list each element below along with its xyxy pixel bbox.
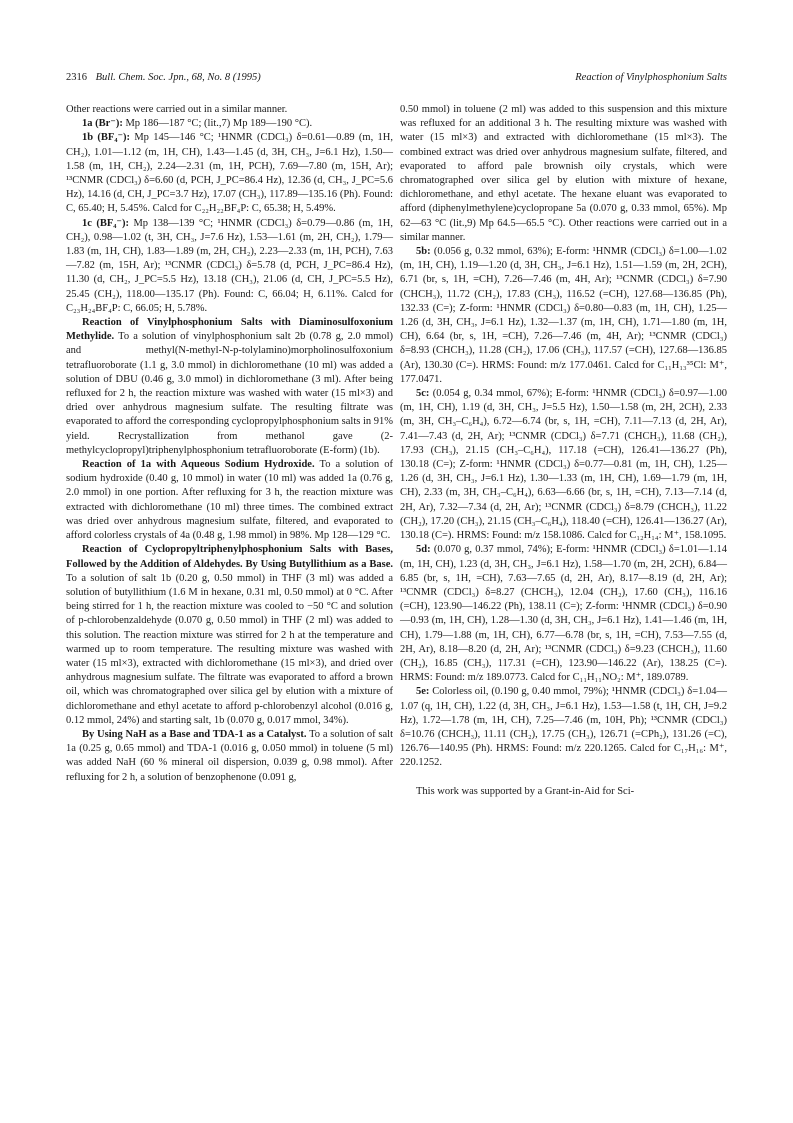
paragraph-text: (0.056 g, 0.32 mmol, 63%); E-form: ¹HNMR (CDCl₃) δ=1.00—1.02 (m, 1H, CH), 1.19—1.20 (d, 3H, CH₃, J=6.1 Hz), 1.51—1.59 (m, 2H, 2CH), 6.71 (br, s, 1H, =CH), 7.26—7.46 (m, 4H, Ar); ¹³CNMR (CDCl₃) δ=7.90 (CHCH₃), 11.72 (CH₂), 17.83 (CH₃), 116.52 (=CH), 127.68—136.85 (Ph), 132.33 (C=); Z-form: ¹HNMR (CDCl₃) δ=0.80—0.83 (m, 1H, CH), 1.25—1.26 (d, 3H, CH₃, J=6.1 Hz), 1.32—1.37 (m, 1H, CH), 1.71—1.80 (m, 1H, CH), 6.64 (br, s, 1H, =CH), 7.26—7.46 (m, 4H, Ar); ¹³CNMR (CDCl₃) δ=8.93 (CHCH₃), 11.28 (CH₂), 17.06 (CH₃), 117.57 (=CH), 127.68—136.85 (Ar), 130.30 (C=). HRMS: Found: m/z 177.0461. Calcd for C₁₁H₁₃³⁵Cl: M⁺, 177.0471.: [400, 246, 727, 385]
paragraph: [66, 316, 393, 458]
paragraph-text: (0.054 g, 0.34 mmol, 67%); E-form: ¹HNMR (CDCl₃) δ=0.97—1.00 (m, 1H, CH), 1.19 (d, 3H, CH₃, J=5.5 Hz), 1.50—1.58 (m, 2H, 2CH), 2.33 (m, 3H, CH₃–C₆H₄), 6.72—6.74 (br, s, 1H, =CH), 7.11—7.13 (d, 2H, Ar), 7.41—7.43 (d, 2H, Ar); ¹³CNMR (CDCl₃) δ=7.71 (CHCH₃), 11.68 (CH₂), 17.93 (CH₃), 21.15 (CH₃–C₆H₄), 117.18 (=CH), 126.41—136.27 (Ph), 130.18 (C=); Z-form: ¹HNMR (CDCl₃) δ=0.77—0.81 (m, 1H, CH), 1.25—1.26 (d, 3H, CH₃, J=6.1 Hz), 1.30—1.33 (m, 1H, CH), 1.69—1.79 (m, 1H, CH), 2.33 (m, 3H, CH₃–C₆H₄), 6.63—6.66 (br, s, 1H, =CH), 7.13—7.14 (d, 2H, Ar), 7.32—7.34 (d, 2H, Ar); ¹³CNMR (CDCl₃) δ=8.79 (CHCH₃), 11.22 (CH₂), 17.20 (CH₃), 21.15 (CH₃–C₆H₄), 118.40 (=CH), 126.41—136.27 (Ar), 130.18 (C=). HRMS: Found: m/z 158.1086. Calcd for C₁₂H₁₄: M⁺, 158.1095.: [400, 388, 727, 542]
paragraph-text: To a solution of salt 1b (0.20 g, 0.50 mmol) in THF (3 ml) was added a solution of butyllithium (1.6 M in hexane, 0.31 ml, 0.50 mmol) at 0 °C. After being stirred for 1 h, the reaction mixture was cooled to −50 °C and solution of p-chlorobenzaldehyde (0.070 g, 0.50 mmol) in THF (2 ml) was added to this solution. The reaction mixture was stirred for 2 h at the temperature and warmed up to room temperature. The resulting mixture was washed with water (15 ml×3), extracted with dichloromethane (15 ml×3), and dried over anhydrous magnesium sulfate. The filtrate was evaporated to afford a brown oil, which was chromatographed over silica gel by elution with a mixture of dichloromethane and ethyl acetate to afford p-chlorobenzyl alcohol (0.016 g, 0.12 mmol, 24%) and starting salt, 1b (0.070 g, 0.017 mmol, 34%).: [66, 572, 393, 726]
paragraph-heading: 1a (Br⁻):: [82, 118, 123, 130]
paragraph-heading: 5b:: [416, 246, 431, 258]
paragraph-text: To a solution of vinylphosphonium salt 2b (0.78 g, 2.0 mmol) and methyl(N-methyl-N-p-tolylamino)morpholinosulfoxonium tetrafluoroborate (1.1 g, 3.0 mmol) in dichloromethane (10 ml) was added a solution of DBU (0.46 g, 3.0 mmol) in dichloromethane (3 ml). After being refluxed for 2 h, the reaction mixture was washed with water (15 ml×3) and dried over anhydrous magnesium sulfate. The resulting filtrate was evaporated to afford the corresponding cyclopropylphosphonium salts in 91% yield. Recrystallization from methanol gave (2-methylcyclopropyl)triphenylphosphonium tetrafluoroborate (E-form) (1b).: [66, 331, 393, 456]
acknowledgment-paragraph: [400, 785, 727, 799]
spacer: [400, 771, 727, 785]
paragraph: [400, 245, 727, 387]
paragraph-text: This work was supported by a Grant-in-Aid for Sci-: [416, 785, 635, 797]
paragraph-text: Other reactions were carried out in a similar manner.: [66, 104, 288, 115]
paragraph-text: To a solution of salt 1a (0.25 g, 0.65 mmol) and TDA-1 (0.016 g, 0.050 mmol) in toluene (5 ml) was added NaH (60 % mineral oil dispersion, 0.039 g, 0.98 mmol). After refluxing for 2 h, a solution of benzophenone (0.091 g,: [66, 728, 393, 783]
paragraph-text: Mp 145—146 °C; ¹HNMR (CDCl₃) δ=0.61—0.89 (m, 1H, CH₂), 1.01—1.12 (m, 1H, CH), 1.43—1.45 (d, 3H, CH₃, J=6.1 Hz), 1.50—1.58 (m, 1H, CH₂), 2.24—2.31 (m, 1H, PCH), 7.69—7.80 (m, 15H, Ar); ¹³CNMR (CDCl₃) δ=6.60 (d, PCH, J_PC=86.4 Hz), 12.36 (d, CH₃, J_PC=5.6 Hz), 14.16 (d, CH, J_PC=3.7 Hz), 17.07 (CH₃), 117.89—135.16 (Ph). Found: C, 65.40; H, 5.45%. Calcd for C₂₂H₂₂BF₄P: C, 65.38; H, 5.49%.: [66, 132, 394, 215]
right-column: [400, 103, 727, 799]
paragraph-heading: 1c (BF₄⁻):: [82, 217, 129, 229]
left-column: [66, 103, 393, 785]
paragraph-text: 0.50 mmol) in toluene (2 ml) was added to this suspension and this mixture was refluxed for an additional 3 h. The resulting mixture was washed with water (15 ml×3) and extracted with dichloromethane (15 ml×3). The combined extract was dried over anhydrous magnesium sulfate, filtered, and evaporated to afford pale brownish oily crystals, which were chromatographed over silica gel by elution with mixture of hexane, dichloromethane, and ethyl acetate. The hexane eluant was evaporated to afford (diphenylmethylene)cyclopropane 5a (0.070 g, 0.33 mmol, 65%). Mp 62—63 °C (lit.,9) Mp 64.5—65.5 °C). Other reactions were carried out in a similar manner.: [400, 104, 727, 243]
page-number: 2316: [66, 72, 87, 83]
paragraph-text: Mp 138—139 °C; ¹HNMR (CDCl₃) δ=0.79—0.86 (m, 1H, CH₂), 0.98—1.02 (t, 3H, CH₃, J=7.6 Hz), 1.53—1.61 (m, 2H, CH₂), 1.79—1.83 (m, 1H, CH), 1.83—1.89 (m, 2H, CH₂), 2.23—2.33 (m, 1H, PCH), 7.63—7.82 (m, 15H, Ar); ¹³CNMR (CDCl₃) δ=5.78 (d, PCH, J_PC=86.4 Hz), 11.30 (d, CH₂, J_PC=5.5 Hz), 13.18 (CH₃), 21.06 (d, CH, J_PC=5.5 Hz), 25.45 (CH₂), 118.00—135.17 (Ph). Found: C, 66.04; H, 6.11%. Calcd for C₂₃H₂₄BF₄P: C, 66.05; H, 5.78%.: [66, 217, 394, 314]
paragraph: [66, 131, 393, 216]
paragraph: [400, 387, 727, 543]
paragraph-heading: 1b (BF₄⁻):: [82, 132, 131, 144]
header-left: [66, 72, 261, 83]
running-title: Reaction of Vinylphosphonium Salts: [575, 72, 727, 83]
page-header: [66, 72, 727, 88]
paragraph-text: To a solution of sodium hydroxide (0.40 g, 10 mmol) in water (10 ml) was added 1a (0.76 g, 2.0 mmol) in one portion. After refluxing for 3 h, the reaction mixture was extracted with dichloromethane (10 ml) three times. The combined extract was dried over anhydrous magnesium sulfate, filtered, and evaporated to afford colorless crystals of 4a (0.48 g, 1.98 mmol) in 98%. Mp 128—129 °C.: [66, 459, 394, 542]
paragraph: [400, 685, 727, 770]
paragraph: [400, 103, 727, 245]
paragraph: [400, 543, 727, 685]
paragraph-text: Colorless oil, (0.190 g, 0.40 mmol, 79%); ¹HNMR (CDCl₃) δ=1.04—1.07 (q, 1H, CH), 1.22 (d, 3H, CH₃, J=6.1 Hz), 1.53—1.58 (t, 1H, CH, J=9.2 Hz), 1.72—1.78 (m, 1H, CH), 7.25—7.46 (m, 10H, Ph); ¹³CNMR (CDCl₃) δ=10.76 (CHCH₃), 11.11 (CH₂), 17.75 (CH₃), 126.71 (=CPh₂), 131.26 (=C), 126.76—140.95 (Ph). HRMS: Found: m/z 220.1265. Calcd for C₁₇H₁₆: M⁺, 220.1252.: [400, 686, 728, 769]
paragraph-heading: Reaction of Cyclopropyltriphenylphosphonium Salts with Bases, Followed by the Addition of Aldehydes. By Using Butyllithium as a Base.: [66, 544, 393, 570]
paragraph-heading: 5c:: [416, 388, 430, 400]
paragraph: [66, 117, 393, 131]
paragraph: [66, 217, 393, 316]
paragraph-heading: Reaction of Vinylphosphonium Salts with Diaminosulfoxonium Methylide.: [66, 317, 393, 343]
paragraph-heading: 5d:: [416, 544, 431, 556]
journal-citation: Bull. Chem. Soc. Jpn., 68, No. 8 (1995): [95, 72, 261, 83]
paragraph-text: (0.070 g, 0.37 mmol, 74%); E-form: ¹HNMR (CDCl₃) δ=1.01—1.14 (m, 1H, CH), 1.23 (d, 3H, CH₃, J=6.1 Hz), 1.58—1.70 (m, 2H, 2CH), 6.84—6.85 (br, s, 1H, =CH), 7.63—7.65 (d, 2H, Ar), 8.17—8.19 (d, 2H, Ar); ¹³CNMR (CDCl₃) δ=8.27 (CHCH₃), 12.04 (CH₂), 17.60 (CH₃), 116.16 (=CH), 123.90—146.22 (Ph), 138.11 (C=); Z-form: ¹HNMR (CDCl₃) δ=0.90—0.93 (m, 1H, CH), 1.28—1.30 (d, 3H, CH₃, J=6.1 Hz), 1.41—1.46 (m, 1H, CH), 1.79—1.88 (m, 1H, CH), 6.77—6.78 (br, s, 1H, =CH), 7.53—7.55 (d, 2H, Ar), 8.18—8.20 (d, 2H, Ar); ¹³CNMR (CDCl₃) δ=9.23 (CHCH₃), 11.60 (CH₂), 16.85 (CH₃), 117.31 (=CH), 123.90—146.22 (Ar), 138.25 (C=). HRMS: Found: m/z 189.0773. Calcd for C₁₁H₁₁NO₂: M⁺, 189.0789.: [400, 544, 727, 684]
paragraph-heading: Reaction of 1a with Aqueous Sodium Hydroxide.: [82, 459, 315, 471]
paragraph-heading: By Using NaH as a Base and TDA-1 as a Catalyst.: [82, 728, 307, 740]
paragraph-text: Mp 186—187 °C; (lit.,7) Mp 189—190 °C).: [125, 118, 313, 130]
paragraph: [66, 458, 393, 543]
paragraph: [66, 103, 393, 117]
paragraph: [66, 543, 393, 728]
paragraph-heading: 5e:: [416, 686, 430, 698]
paragraph: [66, 728, 393, 785]
